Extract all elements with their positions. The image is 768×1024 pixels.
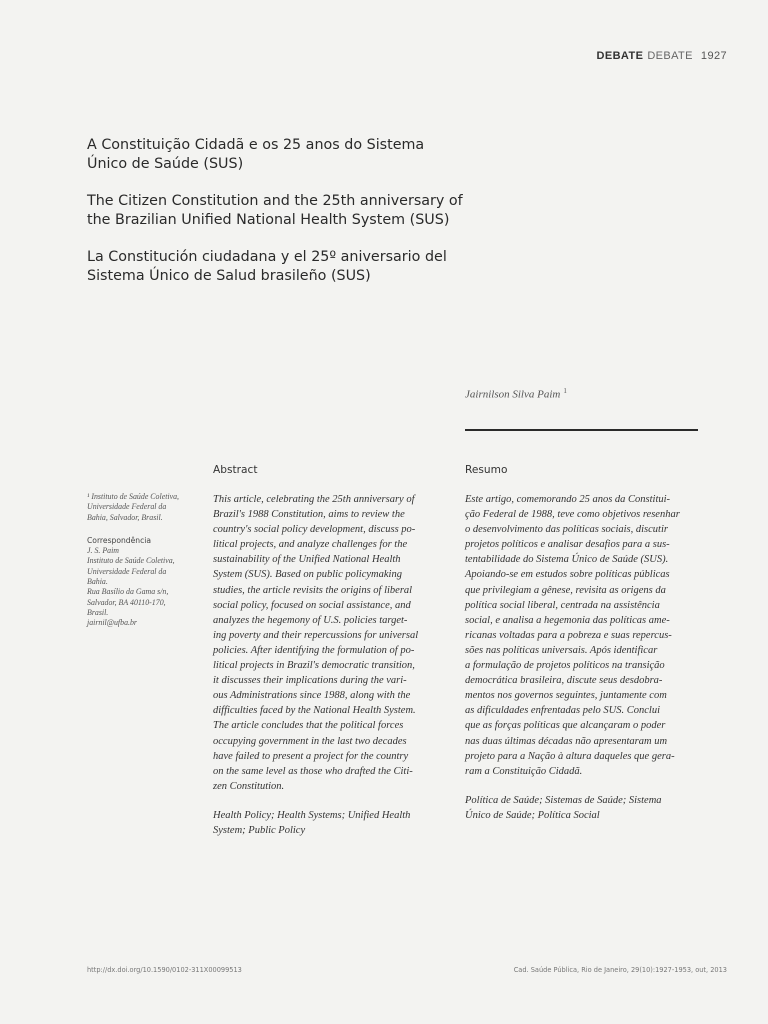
correspondence-line: Instituto de Saúde Coletiva,: [87, 556, 175, 566]
abstract-line: analyzes the hegemony of U.S. policies target-: [213, 614, 408, 626]
resumo-heading: Resumo: [465, 464, 508, 476]
resumo-line: as dificuldades enfrentadas pelo SUS. Conclui: [465, 705, 661, 717]
sidebar-notes: [87, 492, 205, 629]
resumo-line: projeto para a Nação à altura daqueles que gera-: [465, 750, 675, 762]
resumo-line: tentabilidade do Sistema Único de Saúde (SUS).: [465, 554, 669, 566]
abstract-line: System (SUS). Based on public policymaking: [213, 569, 402, 581]
correspondence-line: J. S. Paim: [87, 546, 119, 556]
abstract-line: country's social policy development, discuss po-: [213, 524, 416, 536]
keywords-line: Health Policy; Health Systems; Unified Health: [213, 809, 411, 821]
abstract-line: The article concludes that the political forces: [213, 720, 404, 732]
title-portuguese: A Constituição Cidadã e os 25 anos do Sistema Único de Saúde (SUS): [87, 137, 425, 172]
correspondence-line: Bahia.: [87, 577, 108, 587]
title-spanish: La Constitución ciudadana y el 25º aniversario del Sistema Único de Salud brasileño (SUS): [87, 249, 447, 284]
abstract-line: This article, celebrating the 25th anniversary of: [213, 494, 415, 505]
resumo-body: [465, 492, 701, 823]
abstract-text: [213, 492, 449, 794]
resumo-line: social, e analisa a hegemonia das políticas ame-: [465, 614, 670, 626]
correspondence-heading: Correspondência: [87, 535, 152, 545]
section-label-light: DEBATE: [647, 50, 693, 62]
section-label-bold: DEBATE: [596, 50, 644, 62]
page-number: 1927: [700, 50, 727, 62]
correspondence-line: Brasil.: [87, 607, 109, 617]
abstract-line: Brazil's 1988 Constitution, aims to review the: [213, 509, 405, 521]
abstract-line: social policy, focused on social assistance, and: [213, 599, 411, 611]
author-name: Jairnilson Silva Paim: [465, 388, 561, 401]
journal-citation: Cad. Saúde Pública, Rio de Janeiro, 29(10):1927-1953, out, 2013: [513, 966, 727, 974]
author-affiliation-mark: 1: [563, 387, 567, 395]
affiliation-note: [87, 492, 205, 523]
resumo-line: que privilegiam a gênese, revisita as origens da: [465, 584, 666, 596]
abstract-line: ous Administrations since 1988, along with the: [213, 690, 411, 702]
resumo-keywords: [465, 793, 701, 823]
keywords-line: Política de Saúde; Sistemas de Saúde; Sistema: [465, 794, 662, 806]
abstract-line: occupying government in the last two decades: [213, 735, 407, 747]
correspondence-line: Universidade Federal da: [87, 566, 167, 576]
resumo-line: Apoiando-se em estudos sobre políticas públicas: [465, 569, 670, 581]
resumo-line: sões nas políticas universais. Após identificar: [465, 644, 658, 656]
title-english: The Citizen Constitution and the 25th anniversary of the Brazilian Unified National Health System (SUS): [87, 193, 463, 228]
article-titles: [87, 136, 467, 304]
affiliation-line: Bahia, Salvador, Brasil.: [87, 512, 163, 522]
doi-link[interactable]: http://dx.doi.org/10.1590/0102-311X00099513: [87, 966, 242, 974]
affiliation-line: Universidade Federal da: [87, 502, 167, 512]
resumo-line: democrática brasileira, discute seus desdobra-: [465, 675, 663, 687]
correspondence-line: Rua Basílio da Gama s/n,: [87, 587, 169, 597]
resumo-line: Este artigo, comemorando 25 anos da Constitui-: [465, 494, 671, 505]
resumo-line: projetos políticos e analisar desafios para a sus-: [465, 539, 670, 551]
abstract-line: sustainability of the Unified National Health: [213, 554, 401, 566]
resumo-text: [465, 492, 701, 779]
abstract-line: on the same level as those who drafted the Citi-: [213, 765, 413, 777]
resumo-line: que as forças políticas que alcançaram o poder: [465, 720, 666, 732]
resumo-line: a formulação de projetos políticos na transição: [465, 660, 665, 672]
keywords-line: System; Public Policy: [213, 824, 306, 836]
abstract-line: policies. After identifying the formulation of po-: [213, 644, 415, 656]
resumo-line: ção Federal de 1988, teve como objetivos resenhar: [465, 509, 680, 521]
author-divider: [465, 429, 698, 431]
abstract-body: [213, 492, 449, 838]
abstract-line: litical projects in Brazil's democratic transition,: [213, 660, 415, 672]
running-header: [597, 50, 728, 62]
keywords-line: Único de Saúde; Política Social: [465, 809, 600, 821]
affiliation-line: ¹ Instituto de Saúde Coletiva,: [87, 492, 179, 501]
correspondence-address: [87, 546, 205, 628]
abstract-line: it discusses their implications during the vari-: [213, 675, 407, 687]
abstract-line: ing poverty and their repercussions for universal: [213, 629, 419, 641]
abstract-line: zen Constitution.: [213, 780, 285, 792]
resumo-line: mentos nos governos seguintes, juntamente com: [465, 690, 667, 702]
resumo-line: ricanas voltadas para a pobreza e suas repercus-: [465, 629, 672, 641]
abstract-keywords: [213, 808, 449, 838]
abstract-line: studies, the article revisits the origins of liberal: [213, 584, 413, 596]
abstract-line: have failed to present a project for the country: [213, 750, 409, 762]
resumo-line: política social liberal, centrada na assistência: [465, 599, 660, 611]
abstract-line: litical projects, and analyze challenges for the: [213, 539, 408, 551]
email-link[interactable]: jairnil@ufba.br: [87, 618, 138, 628]
resumo-line: o desenvolvimento das políticas sociais, discutir: [465, 524, 668, 536]
abstract-line: difficulties faced by the National Health System.: [213, 705, 416, 717]
author-line: [465, 387, 567, 401]
abstract-heading: Abstract: [213, 464, 258, 476]
resumo-line: ram a Constituição Cidadã.: [465, 765, 583, 777]
resumo-line: nas duas últimas décadas não apresentaram um: [465, 735, 668, 747]
correspondence-line: Salvador, BA 40110-170,: [87, 597, 166, 607]
